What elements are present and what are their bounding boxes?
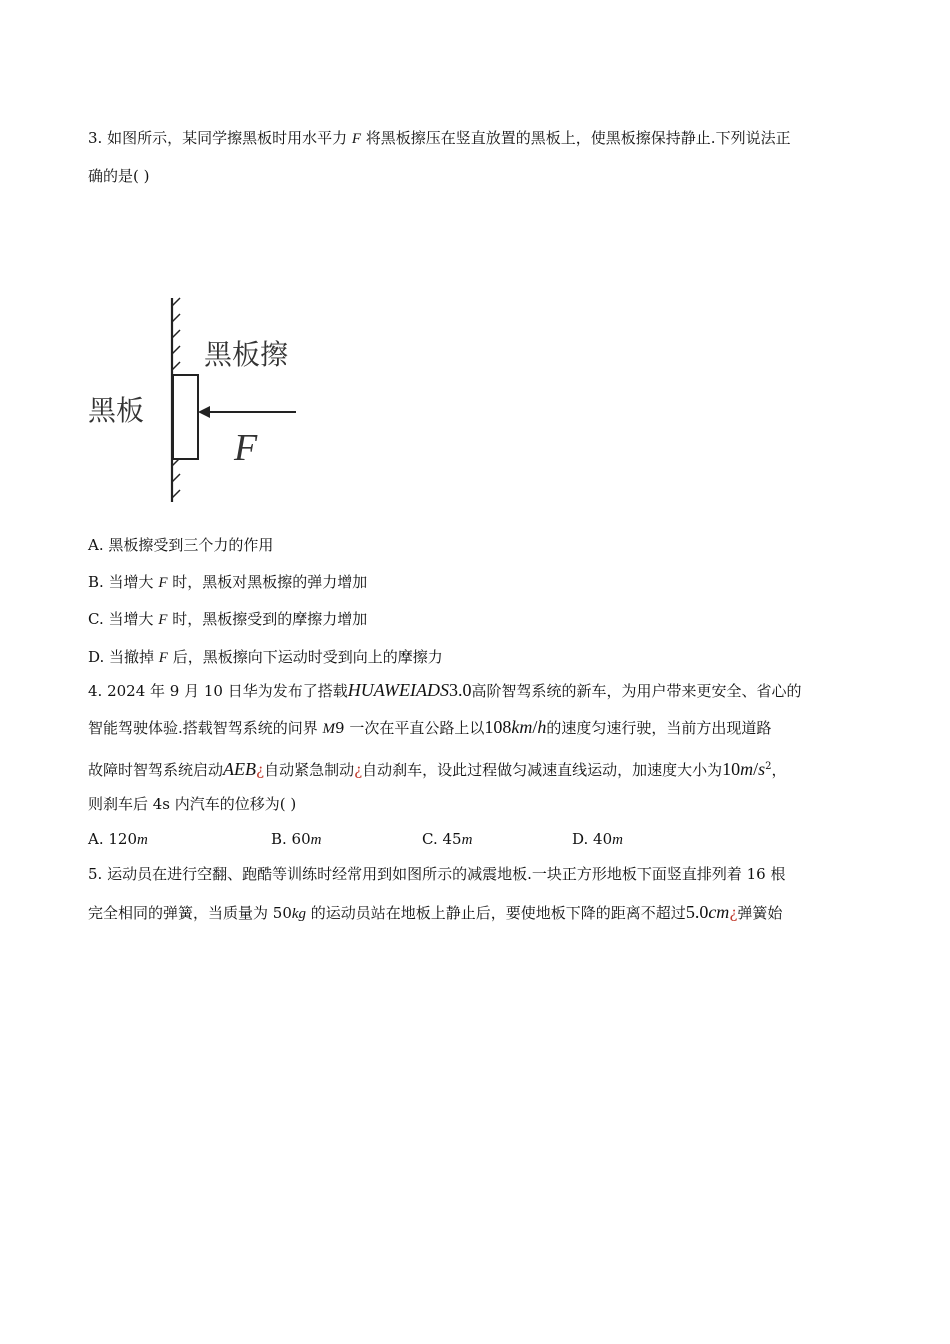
eraser-block xyxy=(173,375,198,459)
q5-stem-line-2: 完全相同的弹簧，当质量为 50kg 的运动员站在地板上静止后，要使地板下降的距离不超过5.0cm¿弹簧始 xyxy=(88,902,783,922)
q4-stem-line-2: 智能驾驶体验.搭载智驾系统的问界 M9 一次在平直公路上以108km/h的速度匀速行驶，当前方出现道路 xyxy=(88,717,772,737)
q4-stem-line-4: 则刹车后 4s 内汽车的位移为( ) xyxy=(88,795,297,813)
q4-stem-line-1: 4. 2024 年 9 月 10 日华为发布了搭载HUAWEIADS3.0高阶智驾系统的新车，为用户带来更安全、省心的 xyxy=(88,680,802,700)
eraser-label: 黑板擦 xyxy=(204,338,289,371)
q4-option-a: A. 120m xyxy=(88,830,148,848)
q4-option-d: D. 40m xyxy=(572,830,623,848)
q4-stem-line-3: 故障时智驾系统启动AEB¿自动紧急制动¿自动刹车，设此过程做匀减速直线运动，加速度大小为$10m/s^2$， xyxy=(88,759,787,779)
board-label: 黑板 xyxy=(88,394,145,427)
q3-stem-line-1: 3. 如图所示，某同学擦黑板时用水平力 F 将黑板擦压在竖直放置的黑板上，使黑板擦保持静止.下列说法正 xyxy=(88,129,791,147)
force-arrow-head xyxy=(198,406,210,418)
q3-option-b: B. 当增大 F 时，黑板对黑板擦的弹力增加 xyxy=(88,573,368,591)
q4-option-c: C. 45m xyxy=(422,830,473,848)
q3-option-c: C. 当增大 F 时，黑板擦受到的摩擦力增加 xyxy=(88,610,368,628)
q3-stem-line-2: 确的是( ) xyxy=(88,167,150,185)
force-label: F xyxy=(234,427,258,469)
force-symbol: F xyxy=(351,131,362,147)
blackboard-eraser-figure xyxy=(84,292,314,506)
q4-option-b: B. 60m xyxy=(271,830,322,848)
q5-stem-line-1: 5. 运动员在进行空翻、跑酷等训练时经常用到如图所示的减震地板.一块正方形地板下面竖直排列着 16 根 xyxy=(88,865,786,883)
q3-option-a: A. 黑板擦受到三个力的作用 xyxy=(88,536,274,554)
q3-option-d: D. 当撤掉 F 后，黑板擦向下运动时受到向上的摩擦力 xyxy=(88,648,443,666)
